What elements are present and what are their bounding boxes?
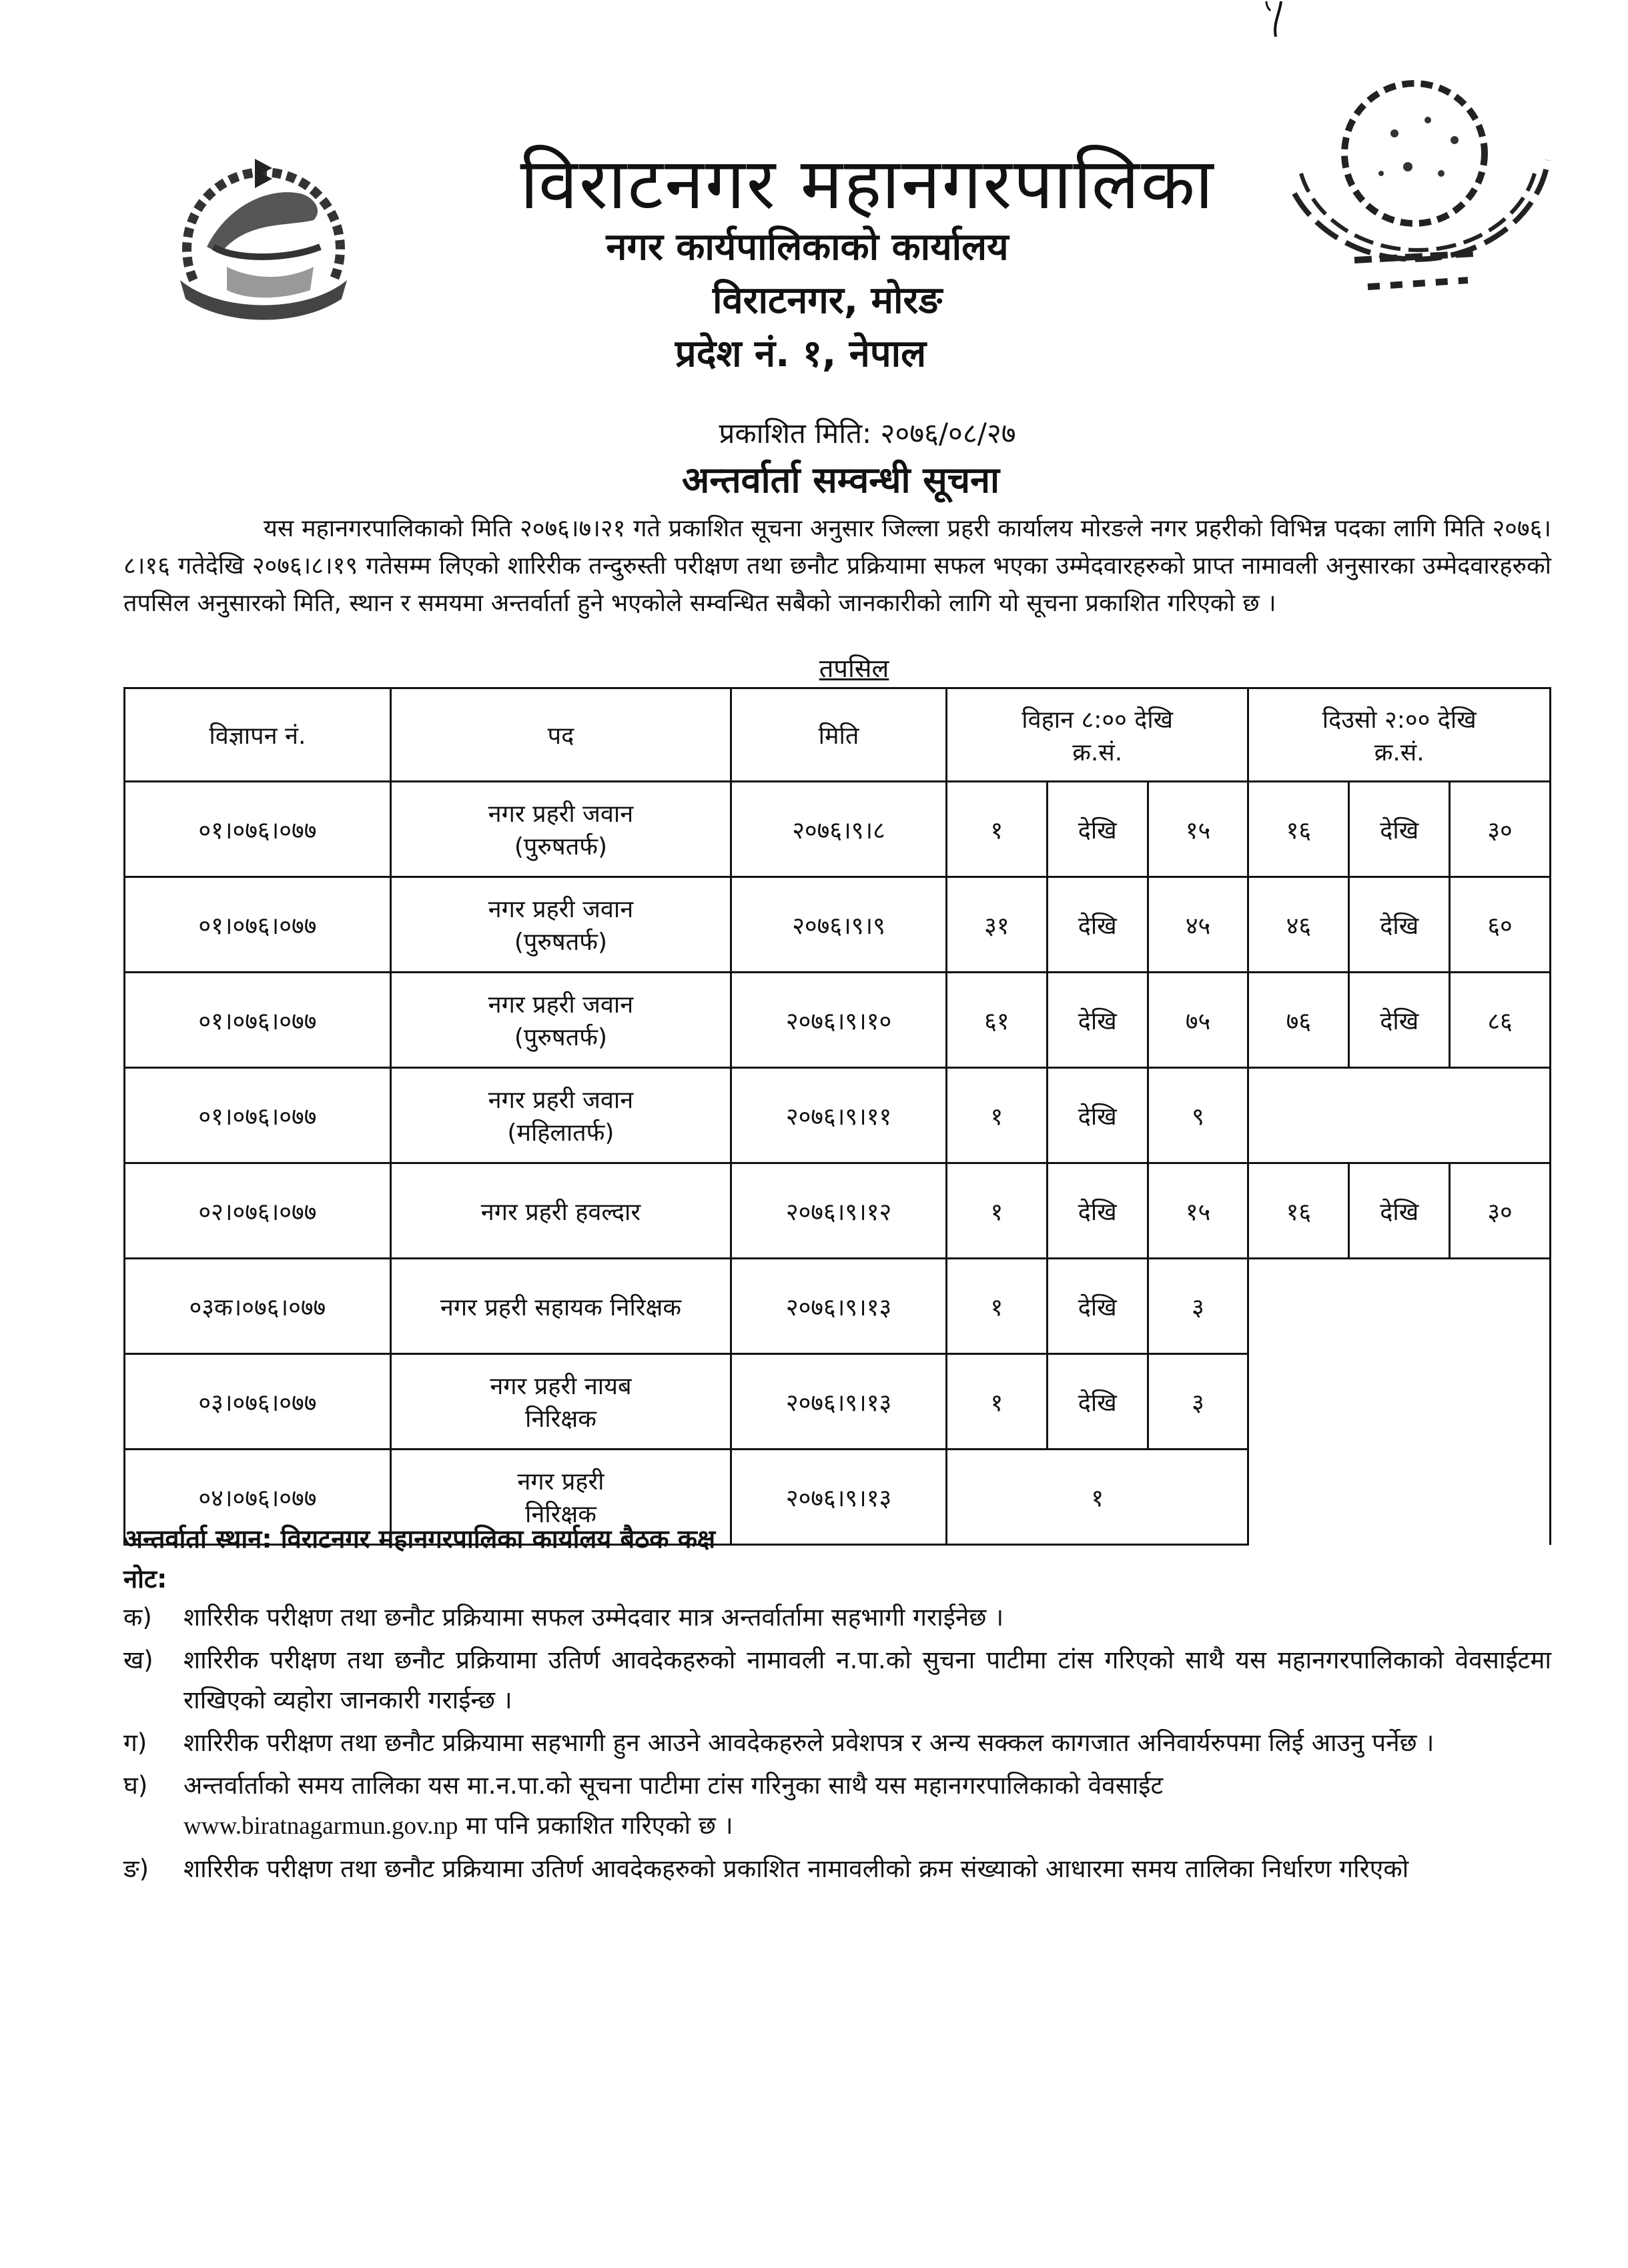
- note-marker: ख): [123, 1646, 153, 1674]
- post-name: नगर प्रहरी जवान: [488, 896, 634, 923]
- table-row: [125, 877, 1551, 973]
- organization-title: विराटनगर महानगरपालिका: [520, 143, 1215, 225]
- table-row: [125, 1163, 1551, 1259]
- cell-pm-to: ३०: [1450, 782, 1551, 877]
- post-sub: निरिक्षक: [525, 1405, 596, 1433]
- cell-adv-no: ०४।०७६।०७७: [125, 1450, 391, 1545]
- post-name: नगर प्रहरी: [517, 1468, 604, 1496]
- note-marker: घ): [123, 1771, 148, 1800]
- cell-am-from: ६१: [946, 973, 1047, 1068]
- cell-am-from: १: [946, 1259, 1047, 1354]
- note-marker: क): [123, 1603, 152, 1632]
- cell-am-to-word: देखि: [1047, 1354, 1148, 1450]
- cell-adv-no: ०२।०७६।०७७: [125, 1163, 391, 1259]
- notes-label: नोट:: [123, 1564, 167, 1594]
- post-sub: (महिलातर्फ): [507, 1119, 615, 1147]
- cell-date: २०७६।९।१३: [731, 1354, 947, 1450]
- notes-list: [123, 1598, 1551, 1892]
- cell-pm-from: ७६: [1248, 973, 1349, 1068]
- cell-am-to: १५: [1148, 1163, 1248, 1259]
- note-item: [123, 1766, 1551, 1846]
- cell-am-to: ३: [1148, 1259, 1248, 1354]
- cell-am-to: ३: [1148, 1354, 1248, 1450]
- cell-am-to-word: देखि: [1047, 877, 1148, 973]
- cell-am-to-word: देखि: [1047, 1068, 1148, 1163]
- schedule-label: तपसिल: [819, 654, 889, 683]
- cell-date: २०७६।९।८: [731, 782, 947, 877]
- cell-post: [390, 1259, 731, 1354]
- cell-pm-to: ३०: [1450, 1163, 1551, 1259]
- cell-am-to: १५: [1148, 782, 1248, 877]
- note-text: शारिरीक परीक्षण तथा छनौट प्रक्रियामा सफल उम्मेदवार मात्र अन्तर्वार्तामा सहभागी गराईनेछ ।: [183, 1603, 1004, 1632]
- cell-pm-to-word: देखि: [1349, 782, 1450, 877]
- cell-pm-to-word: देखि: [1349, 1163, 1450, 1259]
- cell-adv-no: ०३क।०७६।०७७: [125, 1259, 391, 1354]
- cell-adv-no: ०१।०७६।०७७: [125, 782, 391, 877]
- header-date: मिति: [731, 688, 947, 782]
- header-morning-time: विहान ८:०० देखि: [1022, 706, 1174, 734]
- note-text-before: अन्तर्वार्ताको समय तालिका यस मा.न.पा.को सूचना पाटीमा टांस गरिनुका साथै यस महानगरपालिकाको वेवसाईट: [183, 1771, 1164, 1800]
- table-header-row: [125, 688, 1551, 782]
- note-text: शारिरीक परीक्षण तथा छनौट प्रक्रियामा सहभागी हुन आउने आवदेकहरुले प्रवेशपत्र र अन्य सक्कल कागजात अनिवार्यरुपमा लिई आउनु पर्नेछ ।: [183, 1728, 1435, 1757]
- post-sub: (पुरुषतर्फ): [514, 1024, 608, 1051]
- interview-venue: अन्तर्वार्ता स्थान: विराटनगर महानगरपालिका कार्यालय बैठक कक्ष: [123, 1524, 716, 1554]
- cell-pm-from: १६: [1248, 782, 1349, 877]
- note-item: [123, 1640, 1551, 1720]
- note-item: [123, 1598, 1551, 1638]
- cell-date: २०७६।९।१०: [731, 973, 947, 1068]
- cell-adv-no: ०१।०७६।०७७: [125, 973, 391, 1068]
- cell-adv-no: ०१।०७६।०७७: [125, 877, 391, 973]
- cell-pm-from: ४६: [1248, 877, 1349, 973]
- table-row: [125, 1259, 1551, 1354]
- cell-pm-to: ६०: [1450, 877, 1551, 973]
- province-country: प्रदेश नं. १, नेपाल: [675, 332, 927, 376]
- note-text: [183, 1766, 1551, 1846]
- post-name: नगर प्रहरी जवान: [488, 1087, 634, 1114]
- cell-am-to-word: देखि: [1047, 1259, 1148, 1354]
- cell-am-from: ३१: [946, 877, 1047, 973]
- cell-date: २०७६।९।१३: [731, 1450, 947, 1545]
- note-text-after: मा पनि प्रकाशित गरिएको छ ।: [466, 1811, 733, 1840]
- cell-post: [390, 877, 731, 973]
- header-afternoon-time: दिउसो २:०० देखि: [1322, 706, 1477, 734]
- cell-date: २०७६।९।९: [731, 877, 947, 973]
- notice-title: अन्तर्वार्ता सम्वन्धी सूचना: [681, 459, 1000, 501]
- cell-post: [390, 782, 731, 877]
- post-sub: (पुरुषतर्फ): [514, 929, 608, 956]
- note-text: शारिरीक परीक्षण तथा छनौट प्रक्रियामा उतिर्ण आवदेकहरुको प्रकाशित नामावलीको क्रम संख्याको आधारमा समय तालिका निर्धारण गरिएको: [183, 1854, 1409, 1883]
- notice-body: यस महानगरपालिकाको मिति २०७६।७।२१ गते प्रकाशित सूचना अनुसार जिल्ला प्रहरी कार्यालय मोरङले नगर प्रहरीको विभिन्न पदका लागि मिति २०७६।८।१६ गतेदेखि २०७६।८।१९ गतेसम्म लिएको शारिरीक तन्दुरुस्ती परीक्षण तथा छनौट प्रक्रियामा सफल भएका उम्मेदवारहरुको प्राप्त नामावली अनुसारका उम्मेदवारहरुको तपसिल अनुसारको मिति, स्थान र समयमा अन्तर्वार्ता हुने भएकोले सम्वन्धित सबैको जानकारीको लागि यो सूचना प्रकाशित गरिएको छ ।: [123, 515, 1551, 617]
- website-link[interactable]: www.biratnagarmun.gov.np: [183, 1812, 458, 1840]
- cell-adv-no: ०३।०७६।०७७: [125, 1354, 391, 1450]
- cell-am-to-word: देखि: [1047, 782, 1148, 877]
- cell-am-from: १: [946, 1163, 1047, 1259]
- municipality-office-seal-icon: [1254, 40, 1561, 307]
- cell-pm-to: ८६: [1450, 973, 1551, 1068]
- note-item: [123, 1723, 1551, 1763]
- table-row: [125, 782, 1551, 877]
- post-name: नगर प्रहरी जवान: [488, 991, 634, 1019]
- cell-post: [390, 1354, 731, 1450]
- header-morning-serial: क्र.सं.: [1072, 738, 1123, 766]
- header-adv-no: विज्ञापन नं.: [125, 688, 391, 782]
- cell-adv-no: ०१।०७६।०७७: [125, 1068, 391, 1163]
- cell-am-to: ७५: [1148, 973, 1248, 1068]
- header-afternoon: [1248, 688, 1551, 782]
- table-row: [125, 973, 1551, 1068]
- cell-am-to-word: देखि: [1047, 973, 1148, 1068]
- cell-pm-empty: [1248, 1068, 1551, 1163]
- published-date: प्रकाशित मिति: २०७६/०८/२७: [719, 417, 1016, 450]
- office-location: विराटनगर, मोरङ: [712, 279, 943, 322]
- header-post: पद: [390, 688, 731, 782]
- note-item: [123, 1849, 1551, 1889]
- cell-date: २०७६।९।१२: [731, 1163, 947, 1259]
- office-name: नगर कार्यपालिकाको कार्यालय: [606, 225, 1009, 269]
- cell-date: २०७६।९।१३: [731, 1259, 947, 1354]
- cell-am-single: १: [946, 1450, 1248, 1545]
- note-text: शारिरीक परीक्षण तथा छनौट प्रक्रियामा उतिर्ण आवदेकहरुको नामावली न.पा.को सुचना पाटीमा टांस गरिएको साथै यस महानगरपालिकाको वेवसाईटमा राखिएको व्यहोरा जानकारी गराईन्छ ।: [183, 1646, 1551, 1714]
- post-sub: (पुरुषतर्फ): [514, 833, 608, 861]
- post-name: नगर प्रहरी हवल्दार: [480, 1198, 641, 1226]
- cell-am-from: १: [946, 1068, 1047, 1163]
- header-morning: [946, 688, 1248, 782]
- cell-pm-to-word: देखि: [1349, 877, 1450, 973]
- cell-post: [390, 1068, 731, 1163]
- cell-post: [390, 973, 731, 1068]
- note-marker: ङ): [123, 1854, 149, 1883]
- cell-am-from: १: [946, 1354, 1047, 1450]
- note-marker: ग): [123, 1728, 147, 1757]
- cell-pm-to-word: देखि: [1349, 973, 1450, 1068]
- post-sub: निरिक्षक: [525, 1501, 596, 1528]
- post-name: नगर प्रहरी जवान: [488, 800, 634, 828]
- cell-date: २०७६।९।११: [731, 1068, 947, 1163]
- interview-schedule-table: [123, 687, 1551, 1546]
- cell-am-to-word: देखि: [1047, 1163, 1148, 1259]
- header-afternoon-serial: क्र.सं.: [1374, 738, 1424, 766]
- cell-post: [390, 1163, 731, 1259]
- cell-pm-from: १६: [1248, 1163, 1349, 1259]
- cell-pm-empty: [1248, 1259, 1551, 1545]
- cell-am-from: १: [946, 782, 1047, 877]
- post-name: नगर प्रहरी नायब: [490, 1373, 632, 1400]
- cell-am-to: ४५: [1148, 877, 1248, 973]
- cell-am-to: ९: [1148, 1068, 1248, 1163]
- signature-mark-icon: [1261, 0, 1314, 40]
- table-row: [125, 1068, 1551, 1163]
- post-name: नगर प्रहरी सहायक निरिक्षक: [440, 1293, 681, 1321]
- nepal-government-emblem-icon: [167, 147, 360, 327]
